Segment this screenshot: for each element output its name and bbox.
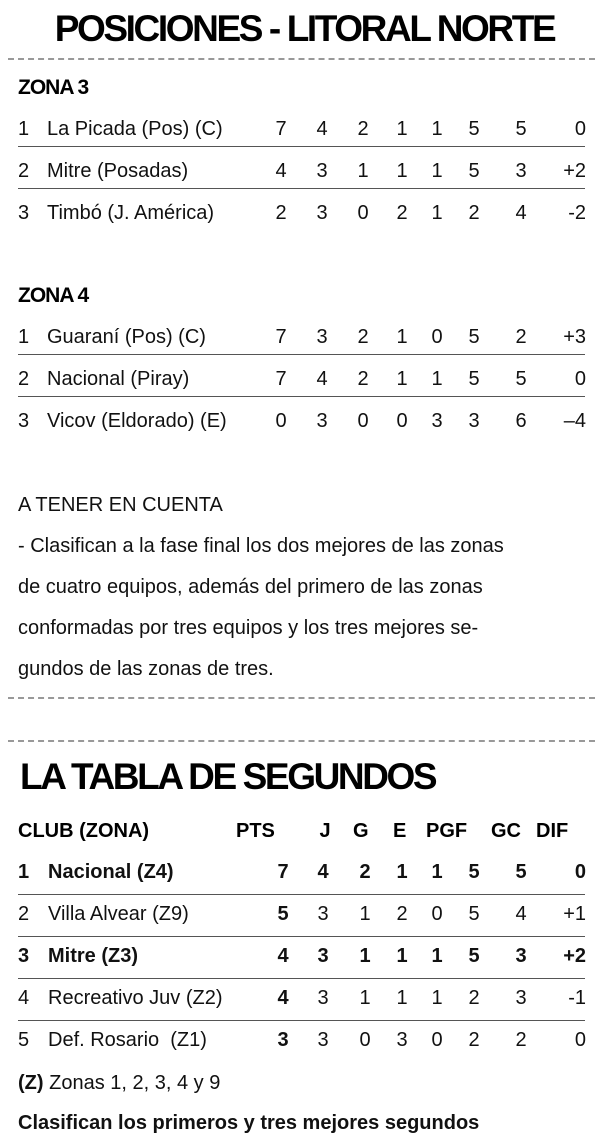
stat-cell: 5 bbox=[515, 118, 527, 140]
stat-cell: 2 bbox=[396, 903, 408, 925]
stat-cell: 1 bbox=[431, 202, 443, 224]
stat-cell: 6 bbox=[515, 410, 527, 432]
stat-cell: 5 bbox=[468, 160, 480, 182]
stat-cell: 1 bbox=[396, 368, 408, 390]
table-row bbox=[18, 404, 585, 438]
table-row bbox=[18, 320, 585, 355]
stat-cell: -1 bbox=[568, 987, 586, 1009]
stat-cell: 5 bbox=[515, 368, 527, 390]
club-cell: Recreativo Juv (Z2) bbox=[48, 987, 223, 1009]
club-cell: Mitre (Z3) bbox=[48, 945, 138, 967]
stat-cell: 5 bbox=[515, 861, 527, 883]
header-j: J bbox=[319, 820, 331, 842]
notice-line: conformadas por tres equipos y los tres mejores se- bbox=[18, 617, 479, 639]
stat-cell: 2 bbox=[357, 326, 369, 348]
stat-cell: 1 bbox=[359, 987, 371, 1009]
stat-cell: 1 bbox=[357, 160, 369, 182]
position-cell: 3 bbox=[18, 945, 30, 967]
stat-cell: 3 bbox=[431, 410, 443, 432]
stat-cell: 0 bbox=[359, 1029, 371, 1051]
position-cell: 5 bbox=[18, 1029, 30, 1051]
stat-cell: 0 bbox=[574, 368, 586, 390]
stat-cell: 0 bbox=[574, 118, 586, 140]
stat-cell: +2 bbox=[563, 945, 586, 967]
stat-cell: 1 bbox=[431, 118, 443, 140]
stat-cell: 3 bbox=[515, 987, 527, 1009]
position-cell: 1 bbox=[18, 861, 30, 883]
team-cell: Vicov (Eldorado) (E) bbox=[47, 410, 227, 432]
position-cell: 1 bbox=[18, 118, 30, 140]
stat-cell: +3 bbox=[563, 326, 586, 348]
team-cell: La Picada (Pos) (C) bbox=[47, 118, 223, 140]
table-row bbox=[18, 362, 585, 397]
points-cell: 4 bbox=[277, 945, 289, 967]
stat-cell: 3 bbox=[316, 326, 328, 348]
stat-cell: 3 bbox=[316, 410, 328, 432]
position-cell: 2 bbox=[18, 903, 30, 925]
stat-cell: 3 bbox=[515, 945, 527, 967]
stat-cell: 2 bbox=[357, 368, 369, 390]
header-pgf: PGF bbox=[426, 820, 468, 842]
notice-heading: A TENER EN CUENTA bbox=[18, 494, 223, 516]
stat-cell: 4 bbox=[275, 160, 287, 182]
stat-cell: 1 bbox=[359, 903, 371, 925]
stat-cell: 3 bbox=[316, 160, 328, 182]
stat-cell: 2 bbox=[515, 1029, 527, 1051]
header-dif: DIF bbox=[536, 820, 569, 842]
divider bbox=[8, 58, 595, 60]
stat-cell: –4 bbox=[563, 410, 586, 432]
table-row bbox=[18, 196, 585, 230]
footnote-key: (Z) bbox=[18, 1072, 44, 1094]
stat-cell: +1 bbox=[563, 903, 586, 925]
table-row bbox=[18, 980, 585, 1021]
stat-cell: 4 bbox=[316, 368, 328, 390]
qualification-note: Clasifican los primeros y tres mejores segundos bbox=[18, 1112, 480, 1134]
stat-cell: 3 bbox=[515, 160, 527, 182]
stat-cell: 2 bbox=[515, 326, 527, 348]
team-cell: Nacional (Piray) bbox=[47, 368, 190, 390]
position-cell: 3 bbox=[18, 410, 30, 432]
position-cell: 2 bbox=[18, 368, 30, 390]
header-g: G bbox=[353, 820, 369, 842]
stat-cell: 1 bbox=[431, 861, 443, 883]
stat-cell: 0 bbox=[574, 1029, 586, 1051]
stat-cell: 0 bbox=[431, 1029, 443, 1051]
stat-cell: 7 bbox=[275, 326, 287, 348]
table-row bbox=[18, 938, 585, 979]
table-row bbox=[18, 854, 585, 895]
notice-line: - Clasifican a la fase final los dos mejores de las zonas bbox=[18, 535, 504, 557]
stat-cell: 2 bbox=[468, 202, 480, 224]
stat-cell: 2 bbox=[275, 202, 287, 224]
position-cell: 3 bbox=[18, 202, 30, 224]
stat-cell: 1 bbox=[396, 861, 408, 883]
stat-cell: 1 bbox=[359, 945, 371, 967]
team-cell: Mitre (Posadas) bbox=[47, 160, 189, 182]
stat-cell: 1 bbox=[431, 987, 443, 1009]
club-cell: Def. Rosario (Z1) bbox=[48, 1029, 207, 1051]
stat-cell: 3 bbox=[317, 903, 329, 925]
stat-cell: 0 bbox=[574, 861, 586, 883]
stat-cell: 7 bbox=[275, 118, 287, 140]
stat-cell: 5 bbox=[468, 945, 480, 967]
zone-heading: ZONA 4 bbox=[18, 284, 89, 307]
stat-cell: 1 bbox=[396, 118, 408, 140]
stat-cell: 4 bbox=[317, 861, 329, 883]
stat-cell: 1 bbox=[396, 160, 408, 182]
stat-cell: 1 bbox=[431, 945, 443, 967]
stat-cell: 1 bbox=[396, 326, 408, 348]
stat-cell: 4 bbox=[316, 118, 328, 140]
stat-cell: 3 bbox=[396, 1029, 408, 1051]
stat-cell: 3 bbox=[316, 202, 328, 224]
zone-heading: ZONA 3 bbox=[18, 76, 89, 99]
stat-cell: 0 bbox=[357, 202, 369, 224]
header-e: E bbox=[393, 820, 407, 842]
stat-cell: 5 bbox=[468, 861, 480, 883]
stat-cell: 1 bbox=[396, 987, 408, 1009]
stat-cell: 4 bbox=[515, 903, 527, 925]
table-row bbox=[18, 896, 585, 937]
stat-cell: 0 bbox=[396, 410, 408, 432]
stat-cell: 1 bbox=[431, 160, 443, 182]
club-cell: Nacional (Z4) bbox=[48, 861, 174, 883]
section-title: LA TABLA DE SEGUNDOS bbox=[20, 756, 436, 797]
position-cell: 4 bbox=[18, 987, 30, 1009]
stat-cell: 1 bbox=[396, 945, 408, 967]
notice-line: gundos de las zonas de tres. bbox=[18, 658, 274, 680]
club-cell: Villa Alvear (Z9) bbox=[48, 903, 189, 925]
stat-cell: 3 bbox=[317, 987, 329, 1009]
footnote-text: Zonas 1, 2, 3, 4 y 9 bbox=[43, 1072, 221, 1094]
notice-paragraph bbox=[18, 535, 582, 699]
stat-cell: 0 bbox=[357, 410, 369, 432]
stat-cell: -2 bbox=[568, 202, 586, 224]
stat-cell: 0 bbox=[431, 326, 443, 348]
stat-cell: 1 bbox=[431, 368, 443, 390]
stat-cell: 2 bbox=[396, 202, 408, 224]
stat-cell: 5 bbox=[468, 326, 480, 348]
stat-cell: 3 bbox=[317, 1029, 329, 1051]
table-header bbox=[18, 818, 585, 848]
header-pts: PTS bbox=[236, 820, 275, 842]
position-cell: 1 bbox=[18, 326, 30, 348]
header-club: CLUB (ZONA) bbox=[18, 820, 150, 842]
stat-cell: 2 bbox=[359, 861, 371, 883]
page-title: POSICIONES - LITORAL NORTE bbox=[54, 8, 555, 49]
stat-cell: 5 bbox=[468, 903, 480, 925]
team-cell: Timbó (J. América) bbox=[47, 202, 215, 224]
stat-cell: 7 bbox=[275, 368, 287, 390]
divider bbox=[8, 697, 595, 699]
footnote bbox=[18, 1072, 220, 1095]
position-cell: 2 bbox=[18, 160, 30, 182]
stat-cell: +2 bbox=[563, 160, 586, 182]
stat-cell: 0 bbox=[275, 410, 287, 432]
table-row bbox=[18, 112, 585, 147]
stat-cell: 3 bbox=[317, 945, 329, 967]
table-row bbox=[18, 1022, 585, 1062]
stat-cell: 3 bbox=[468, 410, 480, 432]
divider bbox=[8, 740, 595, 742]
stat-cell: 2 bbox=[468, 987, 480, 1009]
stat-cell: 2 bbox=[468, 1029, 480, 1051]
notice-line: de cuatro equipos, además del primero de las zonas bbox=[18, 576, 483, 598]
header-gc: GC bbox=[491, 820, 521, 842]
points-cell: 3 bbox=[277, 1029, 289, 1051]
stat-cell: 5 bbox=[468, 368, 480, 390]
points-cell: 4 bbox=[277, 987, 289, 1009]
team-cell: Guaraní (Pos) (C) bbox=[47, 326, 206, 348]
points-cell: 5 bbox=[277, 903, 289, 925]
stat-cell: 5 bbox=[468, 118, 480, 140]
stat-cell: 0 bbox=[431, 903, 443, 925]
table-row bbox=[18, 154, 585, 189]
stat-cell: 2 bbox=[357, 118, 369, 140]
stat-cell: 4 bbox=[515, 202, 527, 224]
points-cell: 7 bbox=[277, 861, 289, 883]
